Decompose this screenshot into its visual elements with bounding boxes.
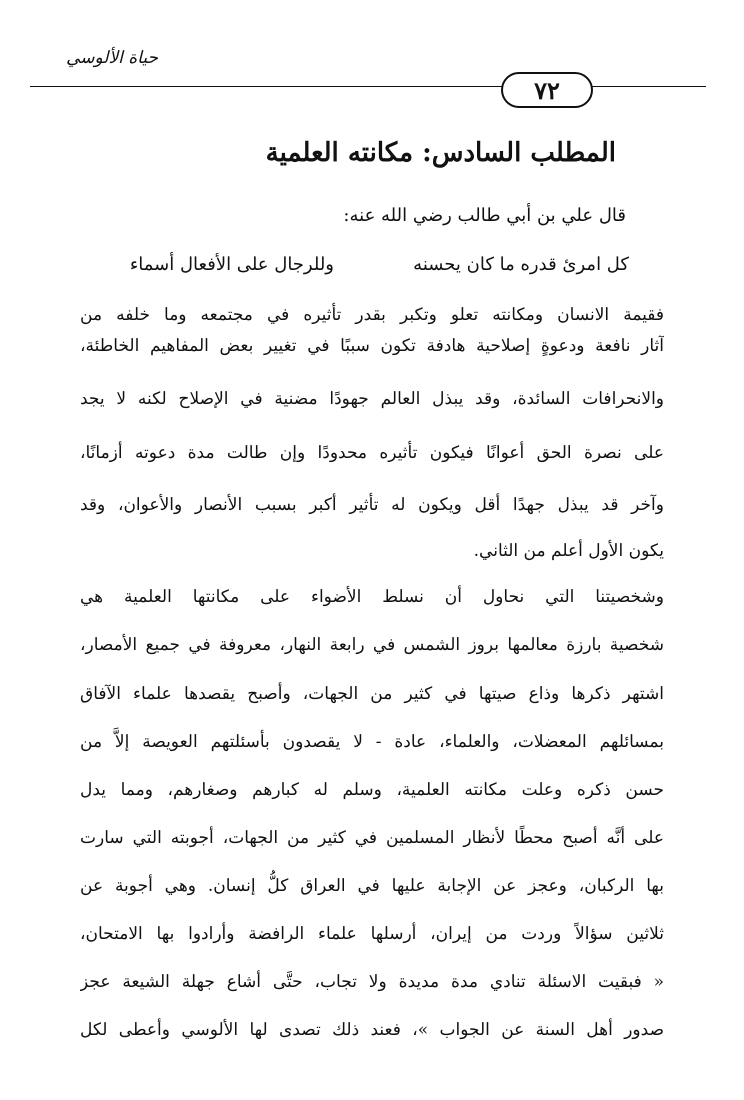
paragraph1-line: على نصرة الحق أعوانًا فيكون تأثيره محدودًا وإن طالت مدة دعوته أزمانًا، — [80, 443, 664, 463]
paragraph1-line: آثار نافعة ودعوةٍ إصلاحية هادفة تكون سببًا في تغيير بعض المفاهيم الخاطئة، — [80, 336, 664, 356]
paragraph2-line: على أنَّه أصبح محطًا لأنظار المسلمين في كثير من الجهات، أجوبته التي سارت — [80, 828, 664, 848]
paragraph2-line: وشخصيتنا التي نحاول أن نسلط الأضواء على مكانتها العلمية هي — [80, 587, 664, 607]
paragraph2-line: اشتهر ذكرها وذاع صيتها في كثير من الجهات، وأصبح يقصدها علماء الآفاق — [80, 684, 664, 704]
running-header-title: حياة الألوسي — [66, 48, 158, 68]
paragraph1-line: يكون الأول أعلم من الثاني. — [473, 541, 664, 561]
paragraph2-line: « فبقيت الاسئلة تنادي مدة مديدة ولا تجاب، حتَّى أشاع جهلة الشيعة عجز — [80, 972, 664, 992]
section-heading: المطلب السادس: مكانته العلمية — [265, 138, 616, 168]
paragraph2-line: حسن ذكره وعلت مكانته العلمية، وسلم له كبارهم وصغارهم، ومما يدل — [80, 780, 664, 800]
paragraph1-line: فقيمة الانسان ومكانته تعلو وتكبر بقدر تأثيره في مجتمعه وما خلفه من — [80, 305, 664, 325]
paragraph2-line: شخصية بارزة معالمها بروز الشمس في رابعة النهار، معروفة في جميع الأمصار، — [80, 635, 664, 655]
verse-second-half: وللرجال على الأفعال أسماء — [129, 254, 334, 275]
verse-first-half: كل امرئ قدره ما كان يحسنه — [413, 254, 629, 275]
paragraph2-line: ثلاثين سؤالاً وردت من إيران، أرسلها علماء الرافضة وأرادوا بها الامتحان، — [80, 924, 664, 944]
poem-intro: قال علي بن أبي طالب رضي الله عنه: — [343, 205, 626, 226]
paragraph1-line: وآخر قد يبذل جهدًا أقل ويكون له تأثير أكبر بسبب الأنصار والأعوان، وقد — [80, 495, 664, 515]
paragraph2-line: بمسائلهم المعضلات، والعلماء، عادة - لا يقصدون بأسئلتهم العويصة إلاَّ من — [80, 732, 664, 752]
paragraph1-line: والانحرافات السائدة، وقد يبذل العالم جهودًا مضنية في الإصلاح لكنه لا يجد — [80, 389, 664, 409]
paragraph2-line: صدور أهل السنة عن الجواب »، فعند ذلك تصدى لها الألوسي وأعطى لكل — [80, 1020, 664, 1040]
header-divider — [30, 86, 706, 87]
page-number-badge: ٧٢ — [501, 72, 593, 108]
paragraph2-line: بها الركبان، وعجز عن الإجابة عليها في العراق كلُّ إنسان. وهي أجوبة عن — [80, 876, 664, 896]
